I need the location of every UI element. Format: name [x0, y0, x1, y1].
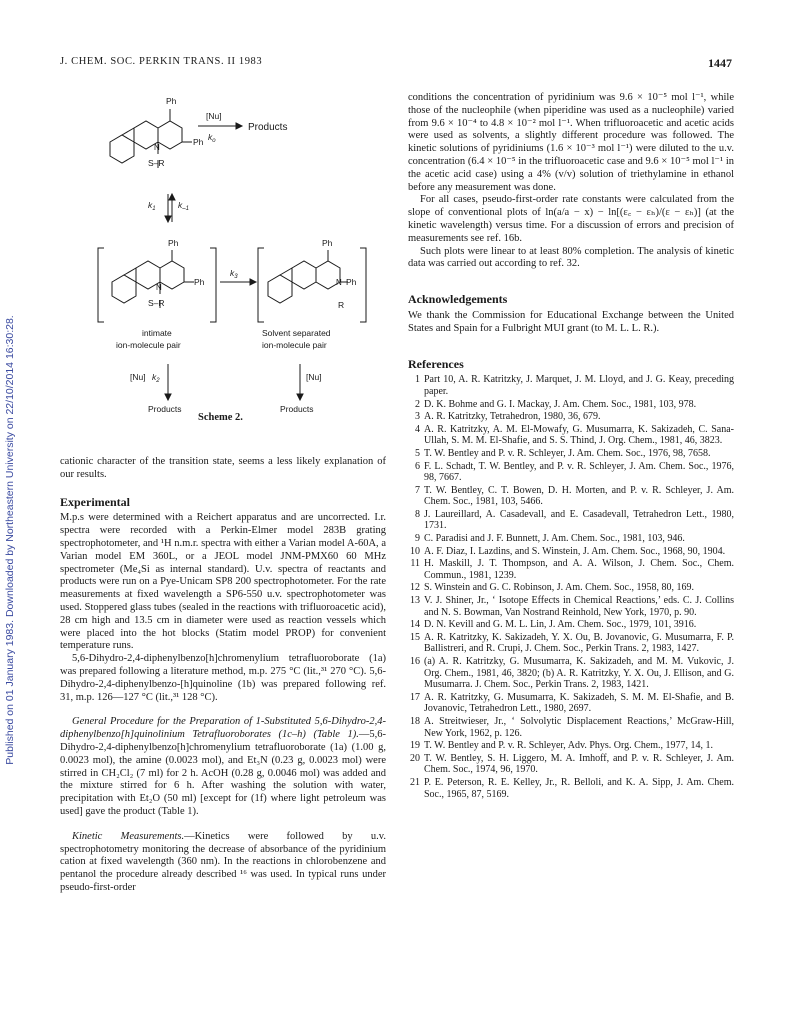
- reference-number: 6: [415, 460, 420, 472]
- reference-text: A. Streitwieser, Jr., ‘ Solvolytic Displacement Reactions,’ McGraw-Hill, New York, 1962, p. 126.: [424, 715, 734, 739]
- reference-item: [408, 582, 734, 594]
- mid-left-n-label: N: [156, 283, 162, 292]
- kinetic-paragraph: [60, 831, 386, 895]
- reference-number: 13: [410, 595, 420, 607]
- reference-number: 1: [415, 374, 420, 386]
- reference-item: [408, 461, 734, 484]
- mid-left-sr-label: S–R: [148, 298, 165, 308]
- reference-text: A. R. Katritzky, K. Sakizadeh, Y. X. Ou, B. Jovanovic, G. Musumarra, F. P. Ballistreri, and R. Crupi, J. Chem. Soc., Perkin Trans. 2, 1983, 1427.: [424, 631, 734, 655]
- solvent-label-2: ion-molecule pair: [262, 340, 327, 350]
- mid-right-ph-label: Ph: [322, 238, 333, 248]
- reference-number: 10: [410, 545, 420, 557]
- intimate-label-1: intimate: [142, 328, 172, 338]
- reference-text: C. Paradisi and J. F. Bunnett, J. Am. Chem. Soc., 1981, 103, 946.: [424, 533, 685, 545]
- reference-list: [408, 374, 734, 800]
- reference-text: A. R. Katritzky, G. Musumarra, K. Sakizadeh, S. M. M. El-Shafie, and B. Jovanovic, Tetrahedron Lett., 1980, 2697.: [424, 691, 734, 715]
- mid-right-r-label: R: [338, 300, 345, 310]
- k2-label: $k_2$: [152, 372, 160, 384]
- reference-item: [408, 632, 734, 655]
- reference-number: 11: [410, 558, 420, 570]
- reference-text: T. W. Bentley, S. H. Liggero, M. A. Imhoff, and P. v. R. Schleyer, J. Am. Chem. Soc., 1974, 96, 1970.: [424, 752, 734, 776]
- acknowledgements-body: We thank the Commission for Educational Exchange between the United States and Spain for a Fulbright MUI grant (to M. L. L. R.).: [408, 309, 734, 334]
- reference-item: [408, 374, 734, 397]
- left-products-label: Products: [148, 404, 182, 414]
- right-nu-label: [Nu]: [306, 372, 322, 382]
- reference-text: T. W. Bentley and P. v. R. Schleyer, Adv. Phys. Org. Chem., 1977, 14, 1.: [424, 740, 714, 752]
- mid-right-ph2-label: Ph: [346, 277, 357, 287]
- reference-number: 18: [410, 715, 420, 727]
- reference-item: [408, 753, 734, 776]
- download-watermark: [2, 150, 18, 930]
- reference-number: 7: [415, 484, 420, 496]
- reference-number: 21: [410, 776, 420, 788]
- rate-constants-paragraph: For all cases, pseudo-first-order rate constants were calculated from the slope of conventional plots of ln(a/a − x) − ln[(ε꜀ − εₕ)/(ε − εₕ)] (at the kinetic wavelength) versus time. For a discussion of errors and precision of measurements see ref. 16b.: [408, 194, 734, 244]
- mid-left-ph-label: Ph: [168, 238, 179, 248]
- reference-number: 20: [410, 752, 420, 764]
- reference-text: A. F. Diaz, I. Lazdins, and S. Winstein, J. Am. Chem. Soc., 1968, 90, 1904.: [424, 545, 726, 557]
- reference-text: Part 10, A. R. Katritzky, J. Marquet, J. M. Lloyd, and J. G. Keay, preceding paper.: [424, 374, 734, 397]
- top-n-label: N: [154, 143, 160, 152]
- reference-text: P. E. Peterson, R. E. Kelley, Jr., R. Belloli, and K. A. Sipp, J. Am. Chem. Soc., 1965, 87, 5169.: [424, 776, 734, 800]
- reference-item: [408, 399, 734, 411]
- kinetic-body: —Kinetics were followed by u.v. spectrophotometry monitoring the decrease of absorbance of the pyridinium cation at fixed wavelength (360 nm). In the reactions in chlorobenzene and pentanol the procedure already described ¹⁶ was used. In typical runs under pseudo-first-order: [60, 830, 386, 893]
- running-header: J. CHEM. SOC. PERKIN TRANS. II 1983: [60, 56, 263, 67]
- solvent-label-1: Solvent separated: [262, 328, 331, 338]
- top-ph2-label: Ph: [193, 137, 204, 147]
- reference-number: 8: [415, 508, 420, 520]
- reference-item: [408, 509, 734, 532]
- reference-number: 4: [415, 423, 420, 435]
- reference-number: 15: [410, 631, 420, 643]
- mid-left-ph2-label: Ph: [194, 277, 205, 287]
- reference-text: T. W. Bentley, C. T. Bowen, D. H. Morten, and P. v. R. Schleyer, J. Am. Chem. Soc., 1981, 103, 5466.: [424, 484, 734, 508]
- reference-item: [408, 424, 734, 447]
- top-ph-label: Ph: [166, 96, 177, 106]
- reference-text: T. W. Bentley and P. v. R. Schleyer, J. Am. Chem. Soc., 1976, 98, 7658.: [424, 447, 711, 459]
- reaction-scheme: [60, 82, 400, 432]
- left-column: [60, 456, 386, 895]
- reference-text: A. R. Katritzky, Tetrahedron, 1980, 36, 679.: [424, 411, 601, 423]
- reference-number: 5: [415, 447, 420, 459]
- reference-text: D. K. Bohme and G. I. Mackay, J. Am. Chem. Soc., 1981, 103, 978.: [424, 398, 697, 410]
- k0-label: $k_o$: [208, 132, 216, 144]
- reference-item: [408, 740, 734, 752]
- general-procedure-paragraph: [60, 716, 386, 818]
- reference-item: [408, 546, 734, 558]
- top-pyridine-ring: [158, 121, 182, 149]
- reference-number: 14: [410, 619, 420, 631]
- intimate-label-2: ion-molecule pair: [116, 340, 181, 350]
- references-heading: References: [408, 356, 464, 371]
- conditions-paragraph: conditions the concentration of pyridinium was 9.6 × 10⁻⁵ mol l⁻¹, while those of the nucleophile (when piperidine was used as a nucleophile) varied from 9.6 × 10⁻⁴ to 4.8 × 10⁻² mol l⁻¹. When trifluoroacetic and acetic acids were used as solvents, a slightly different procedure was followed. The kinetic solutions of pyridiniums (1.6 × 10⁻³ mol l⁻¹) were diluted to the u.v. concentration (6.4 × 10⁻⁵ in the trifluoroacetic case and 9.6 × 10⁻⁵ mol l⁻¹ in the acetic acid case) using a 4% (v/v) solution of triethylamine in ethanol before any measurement was done.: [408, 92, 734, 193]
- reference-number: 19: [410, 740, 420, 752]
- reference-item: [408, 619, 734, 631]
- top-nu-label: [Nu]: [206, 111, 222, 121]
- download-watermark-text: Published on 01 January 1983. Downloaded by Northeastern University on 22/10/2014 16:30:28.: [4, 315, 16, 765]
- reference-item: [408, 692, 734, 715]
- reference-text: A. R. Katritzky, A. M. El-Mowafy, G. Musumarra, K. Sakizadeh, C. Sana-Ullah, S. M. M. El-Shafie, and S. S. Thind, J. Org. Chem., 1981, 46, 3823.: [424, 423, 734, 447]
- top-benzo-ring: [110, 135, 134, 163]
- reference-text: H. Maskill, J. T. Thompson, and A. A. Wilson, J. Chem. Soc., Chem. Commun., 1981, 1239.: [424, 558, 734, 581]
- reference-item: [408, 411, 734, 423]
- reference-text: J. Laureillard, A. Casadevall, and E. Casadevall, Tetrahedron Lett., 1980, 1731.: [424, 508, 734, 532]
- experimental-heading: Experimental: [60, 494, 130, 509]
- reference-text: (a) A. R. Katritzky, G. Musumarra, K. Sakizadeh, and M. M. Vukovic, J. Org. Chem., 1981, 46, 3820; (b) A. R. Katritzky, Y. X. Ou, J. Ellison, and G. Musumarra. J. Chem. Soc., Perkin Trans. 2, 1983, 1421.: [424, 656, 734, 691]
- mid-right-n-label: N: [336, 278, 342, 287]
- kinetic-heading: Kinetic Measurements.: [72, 830, 185, 842]
- reference-number: 2: [415, 398, 420, 410]
- reference-item: [408, 558, 734, 581]
- reference-number: 16: [410, 656, 420, 667]
- k2-nu-label: [Nu]: [130, 372, 146, 382]
- top-sr-label: S–R: [148, 158, 165, 168]
- k3-label: $k_3$: [230, 268, 238, 280]
- experimental-paragraph-1: M.p.s were determined with a Reichert apparatus and are uncorrected. I.r. spectra were recorded with a Perkin-Elmer model 283B grating spectrophotometer, and ¹H n.m.r. spectra with either a Varian model A-60A, a Varian model EM 360L, or a JEOL model JNM-PMX60 60 MHz spectrometer (Me₄Si as internal standard). U.v. spectra of reactants and products were run on a Pye-Unicam SP8 200 spectrophotometer. For the rate measurements at fixed wavelength a SP6-550 u.v. spectrophotometer was used. Stoppered glass tubes (sealed in the reactions with trifluoroacetic acid), 28 cm high and 13.5 cm in diameter were used as reaction vessels which were placed into the hot blocks (Statim model PROP) for convenient temperature runs.: [60, 512, 386, 652]
- reference-item: [408, 656, 734, 691]
- reference-number: 12: [410, 582, 420, 594]
- k1-label: $k_1$: [148, 200, 156, 212]
- reference-item: [408, 448, 734, 460]
- reference-text: V. J. Shiner, Jr., ‘ Isotope Effects in Chemical Reactions,’ eds. C. J. Collins and N. S. Bowman, Van Nostrand Reinhold, New York, 1970, p. 90.: [424, 595, 734, 618]
- right-products-label: Products: [280, 404, 314, 414]
- top-products-label: Products: [248, 122, 288, 133]
- general-procedure-heading: General Procedure for the Preparation of 1-Substituted 5,6-Dihydro-2,4-diphenylbenzo[h]quinolinium Tetrafluoroborates (1c–h) (Table 1).: [60, 716, 386, 741]
- scheme-caption: Scheme 2.: [198, 412, 243, 423]
- reference-item: [408, 485, 734, 508]
- intro-paragraph: cationic character of the transition state, seems a less likely explanation of our results.: [60, 456, 386, 480]
- reference-item: [408, 533, 734, 545]
- reference-item: [408, 716, 734, 739]
- right-column: [408, 92, 734, 801]
- general-procedure-body: —5,6-Dihydro-2,4-diphenylbenzo[h]chromenylium tetrafluoroborate (1a) (1.00 g, 0.0023 mol), the amine (0.0023 mol), and Et₃N (0.23 g, 0.0023 mol) were stirred in CH₂Cl₂ (7 ml) for 2 h. AcOH (0.28 g, 0.0046 mol) was added and the mixture stirred for 6 h. After washing the solution with water, precipitation with Et₂O (50 ml) [except for (1f) where light petroleum was used] gave the product (Table 1).: [60, 729, 386, 817]
- reference-number: 3: [415, 411, 420, 423]
- reference-text: D. N. Kevill and G. M. L. Lin, J. Am. Chem. Soc., 1979, 101, 3916.: [424, 619, 697, 631]
- reference-item: [408, 777, 734, 800]
- experimental-paragraph-2: 5,6-Dihydro-2,4-diphenylbenzo[h]chromenylium tetrafluoroborate (1a) was prepared following a literature method, m.p. 275 °C (lit.,³¹ 270 °C). 5,6-Dihydro-2,4-diphenylbenzo-[h]quinoline (1b) was prepared following ref. 31, m.p. 126—127 °C (lit.,³¹ 128 °C).: [60, 653, 386, 703]
- reference-item: [408, 595, 734, 618]
- reference-text: F. L. Schadt, T. W. Bentley, and P. v. R. Schleyer, J. Am. Chem. Soc., 1976, 98, 7667.: [424, 460, 734, 484]
- reference-number: 9: [415, 533, 420, 545]
- page-number: 1447: [708, 56, 732, 70]
- k-minus1-label: $k_{-1}$: [178, 200, 189, 212]
- reference-number: 17: [410, 691, 420, 703]
- acknowledgements-heading: Acknowledgements: [408, 292, 508, 307]
- reference-text: S. Winstein and G. C. Robinson, J. Am. Chem. Soc., 1958, 80, 169.: [424, 582, 694, 594]
- linearity-paragraph: Such plots were linear to at least 80% completion. The analysis of kinetic data was carried out according to ref. 32.: [408, 245, 734, 270]
